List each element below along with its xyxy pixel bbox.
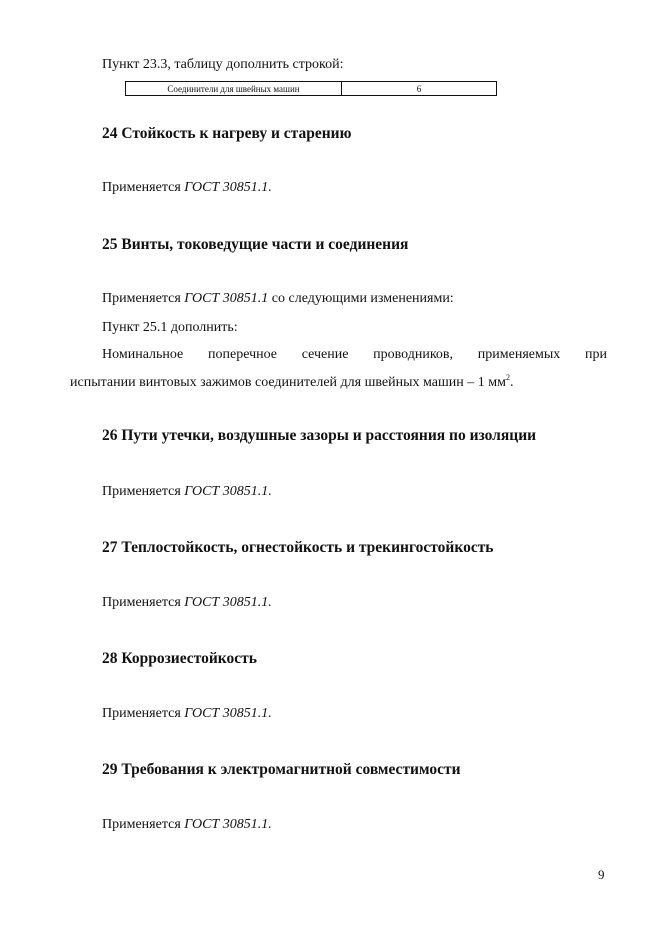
applies-tail: со следующими изменениями: xyxy=(268,291,454,306)
section-26-heading: 26 Пути утечки, воздушные зазоры и расстояния по изоляции xyxy=(102,427,537,444)
section-24-heading: 24 Стойкость к нагреву и старению xyxy=(102,125,352,142)
page-number: 9 xyxy=(598,867,605,882)
standard-ref: ГОСТ 30851.1 xyxy=(184,291,269,306)
table-cell-value: 6 xyxy=(342,82,497,96)
para-end: . xyxy=(509,375,514,390)
para-word: сечение xyxy=(301,347,349,362)
applies-label: Применяется xyxy=(102,180,185,195)
para-word: применяемых xyxy=(477,347,561,362)
section-25-paragraph-line1 xyxy=(102,347,607,363)
standard-ref: ГОСТ 30851.1. xyxy=(184,817,272,832)
para-word: Номинальное xyxy=(102,347,184,362)
intro-text: Пункт 23.3, таблицу дополнить строкой: xyxy=(102,57,344,72)
para-text: испытании винтовых зажимов соединителей для швейных машин – 1 мм xyxy=(70,375,506,390)
section-24-applies xyxy=(102,180,272,196)
para-word: поперечное xyxy=(208,347,277,362)
section-25-applies xyxy=(102,291,454,307)
superscript: 2 xyxy=(505,373,510,382)
applies-label: Применяется xyxy=(102,706,185,721)
section-29-heading: 29 Требования к электромагнитной совместимости xyxy=(102,761,461,778)
section-25-point: Пункт 25.1 дополнить: xyxy=(102,320,238,335)
standard-ref: ГОСТ 30851.1. xyxy=(184,484,272,499)
section-28-heading: 28 Коррозиестойкость xyxy=(102,650,257,667)
table-row xyxy=(126,82,497,96)
standard-ref: ГОСТ 30851.1. xyxy=(184,706,272,721)
standard-ref: ГОСТ 30851.1. xyxy=(184,180,272,195)
section-27-heading: 27 Теплостойкость, огнестойкость и трекингостойкость xyxy=(102,539,494,556)
applies-label: Применяется xyxy=(102,817,185,832)
section-26-applies xyxy=(102,484,272,500)
section-25-heading: 25 Винты, токоведущие части и соединения xyxy=(102,236,409,253)
standard-ref: ГОСТ 30851.1. xyxy=(184,595,272,610)
section-25-paragraph-line2 xyxy=(70,375,513,391)
applies-label: Применяется xyxy=(102,484,185,499)
applies-label: Применяется xyxy=(102,595,185,610)
section-27-applies xyxy=(102,595,272,611)
section-29-applies xyxy=(102,817,272,833)
added-table-row xyxy=(125,81,497,96)
section-28-applies xyxy=(102,706,272,722)
para-word: проводников, xyxy=(373,347,454,362)
applies-label: Применяется xyxy=(102,291,185,306)
para-word: при xyxy=(584,347,607,362)
table-cell-name: Соединители для швейных машин xyxy=(126,82,342,96)
